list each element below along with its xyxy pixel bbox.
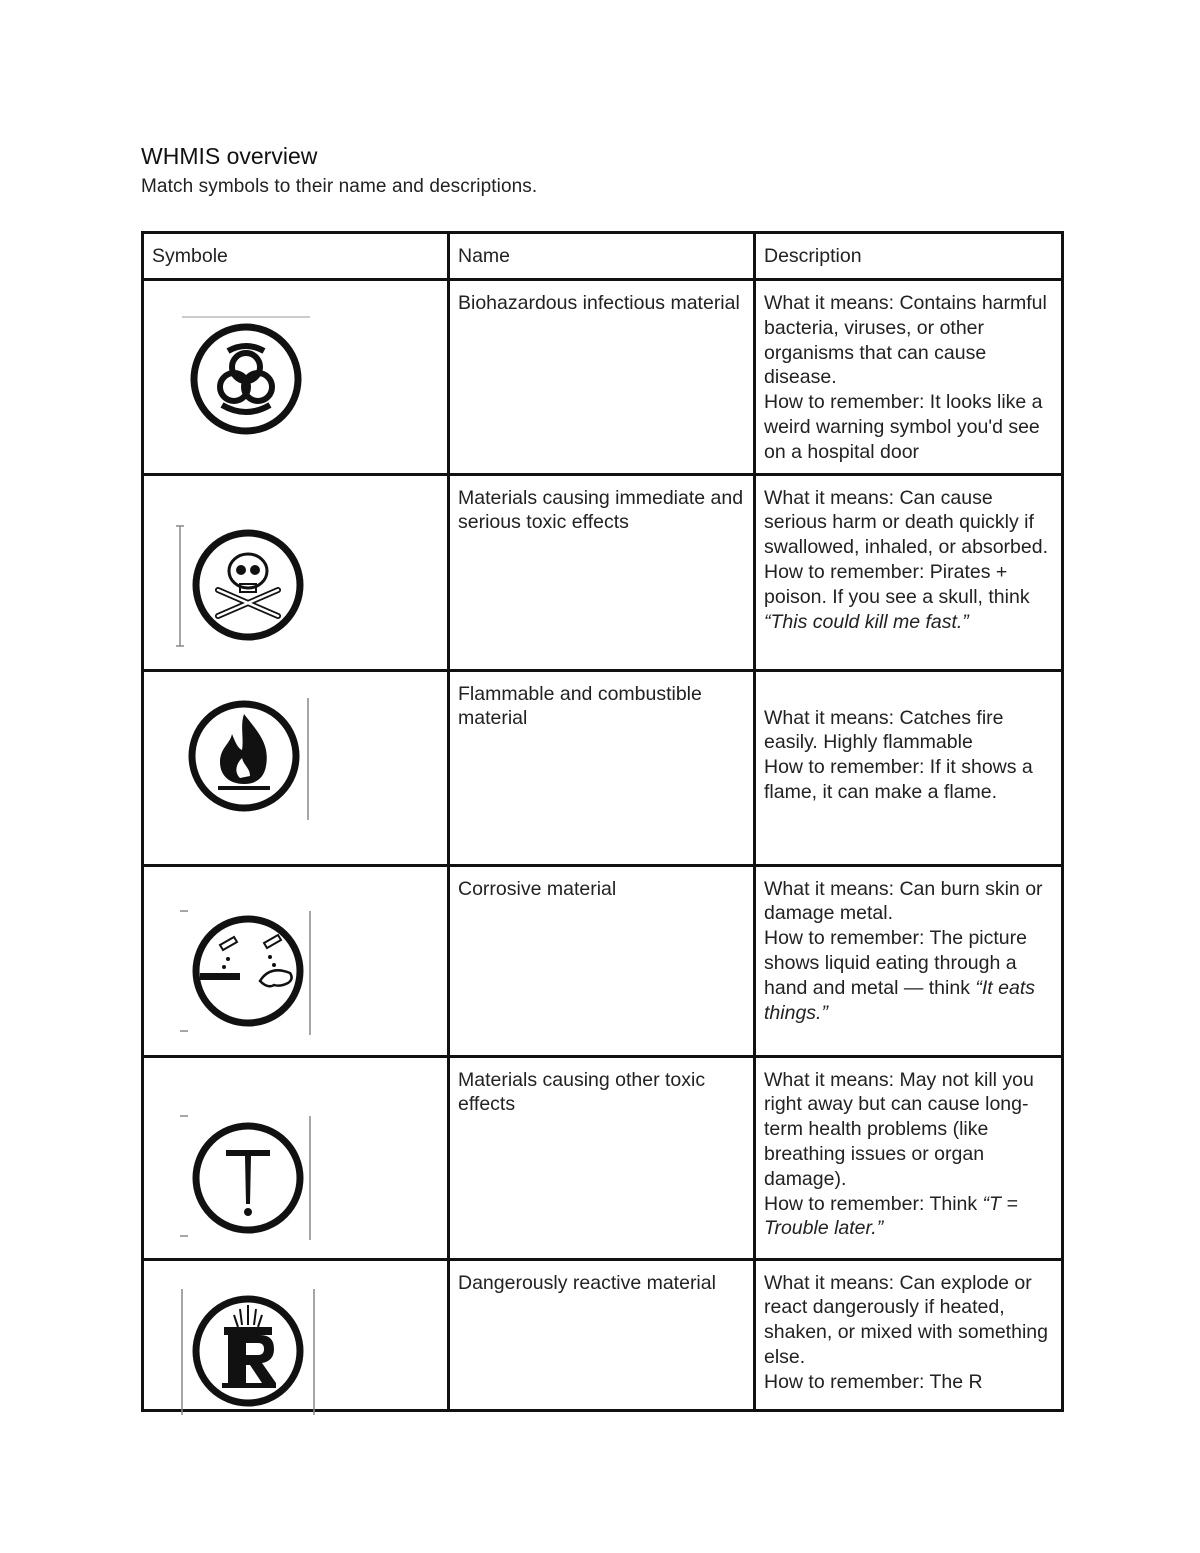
symbol-cell bbox=[143, 1056, 449, 1259]
table-row bbox=[143, 670, 1063, 865]
meaning-text: What it means: Can explode or react dangerously if heated, shaken, or mixed with something else. bbox=[764, 1271, 1048, 1368]
remember-text: How to remember: The R bbox=[764, 1370, 983, 1393]
table-header-row bbox=[143, 233, 1063, 280]
name-cell: Dangerously reactive material bbox=[449, 1259, 755, 1410]
name-cell: Materials causing immediate and serious toxic effects bbox=[449, 474, 755, 670]
remember-text: How to remember: Think “T = Trouble later.” bbox=[764, 1192, 1018, 1240]
meaning-text: What it means: Contains harmful bacteria, viruses, or other organisms that can cause disease. bbox=[764, 292, 1047, 389]
biohazard-icon bbox=[176, 309, 316, 449]
name-cell: Corrosive material bbox=[449, 865, 755, 1056]
remember-text: How to remember: If it shows a flame, it can make a flame. bbox=[764, 756, 1033, 803]
symbol-cell bbox=[143, 280, 449, 475]
description-cell bbox=[755, 280, 1063, 475]
whmis-table bbox=[141, 231, 1064, 1412]
page-subtitle: Match symbols to their name and descriptions. bbox=[141, 176, 538, 197]
skull-crossbones-icon bbox=[172, 516, 322, 656]
table-row bbox=[143, 1056, 1063, 1259]
flame-icon bbox=[174, 686, 324, 826]
page-title: WHMIS overview bbox=[141, 143, 318, 169]
meaning-text: What it means: Can burn skin or damage metal. bbox=[764, 877, 1043, 925]
header-symbol: Symbole bbox=[143, 233, 449, 280]
name-cell: Materials causing other toxic effects bbox=[449, 1056, 755, 1259]
remember-text: How to remember: It looks like a weird warning symbol you'd see on a hospital door bbox=[764, 391, 1043, 463]
name-cell: Biohazardous infectious material bbox=[449, 280, 755, 475]
reactive-r-icon bbox=[176, 1285, 326, 1425]
table-row bbox=[143, 474, 1063, 670]
meaning-text: What it means: Catches fire easily. Highly flammable bbox=[764, 706, 1004, 754]
description-cell bbox=[755, 1259, 1063, 1410]
meaning-text: What it means: Can cause serious harm or death quickly if swallowed, inhaled, or absorbed. bbox=[764, 486, 1049, 559]
toxic-t-icon bbox=[176, 1108, 326, 1248]
name-cell: Flammable and combustible material bbox=[449, 670, 755, 865]
corrosion-icon bbox=[176, 903, 326, 1043]
description-cell bbox=[755, 474, 1063, 670]
meaning-text: What it means: May not kill you right away but can cause long-term health problems (like breathing issues or organ damage). bbox=[764, 1068, 1034, 1190]
header-name: Name bbox=[449, 233, 755, 280]
header-description: Description bbox=[755, 233, 1063, 280]
symbol-cell bbox=[143, 670, 449, 865]
remember-text: How to remember: The picture shows liquid eating through a hand and metal — think “It eats things.” bbox=[764, 927, 1035, 1024]
table-row bbox=[143, 280, 1063, 475]
symbol-cell bbox=[143, 474, 449, 670]
symbol-cell bbox=[143, 865, 449, 1056]
symbol-cell bbox=[143, 1259, 449, 1410]
table-row bbox=[143, 865, 1063, 1056]
description-cell bbox=[755, 1056, 1063, 1259]
remember-text: How to remember: Pirates + poison. If you see a skull, think “This could kill me fast.” bbox=[764, 560, 1030, 633]
table-row bbox=[143, 1259, 1063, 1410]
description-cell bbox=[755, 865, 1063, 1056]
description-cell bbox=[755, 670, 1063, 865]
